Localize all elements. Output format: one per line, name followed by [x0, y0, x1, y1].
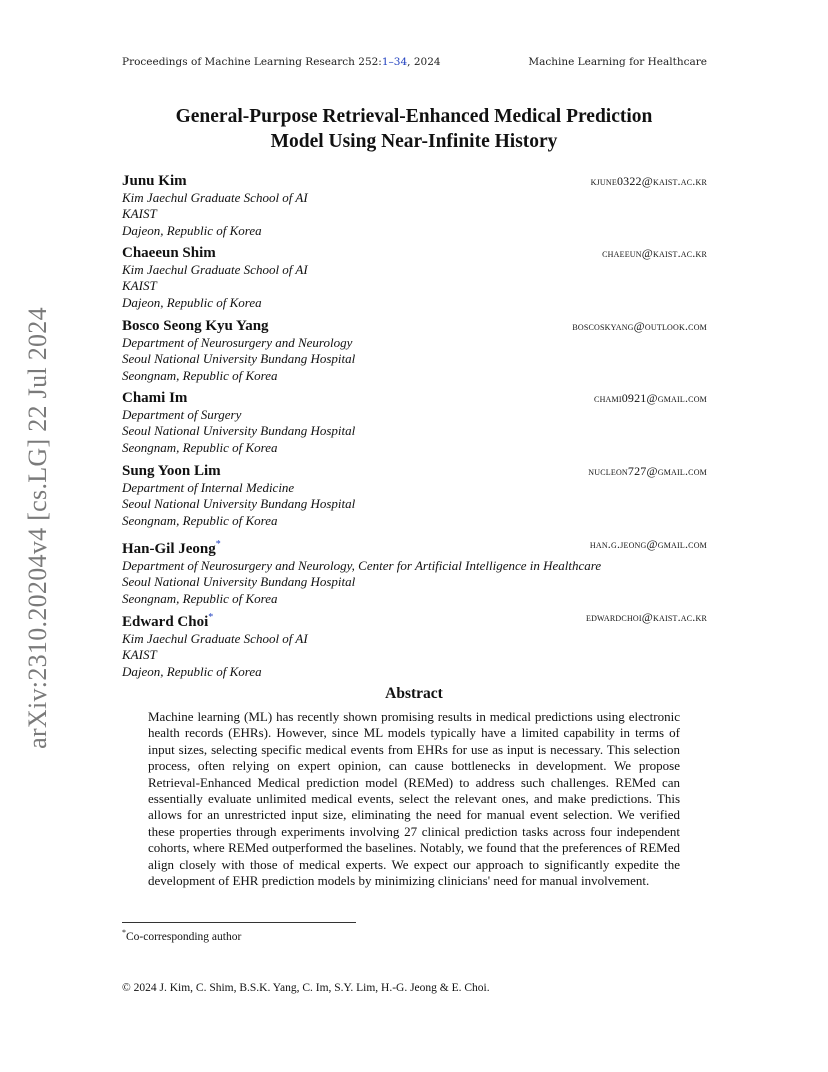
author-affiliation-line: Seoul National University Bundang Hospital [122, 423, 356, 439]
author-affiliation-line: Seongnam, Republic of Korea [122, 512, 278, 528]
author-affiliation-line: KAIST [122, 647, 157, 663]
corresponding-author-mark[interactable]: * [208, 612, 214, 623]
abstract-text: Machine learning (ML) has recently shown promising results in medical predictions using electronic health records (EHRs). However, since ML models typically have a limited capability in terms of input sizes, selecting specific medical events from EHRs for use as input is necessary. This selection process, often relying on expert opinion, can cause bottlenecks in development. We propose Retrieval-Enhanced Medical prediction model (REMed) to address such challenges. REMed can essentially evaluate unlimited medical events, select the relevant ones, and make predictions. This allows for an unrestricted input size, eliminating the need for manual event selection. We verified these properties through experiments involving 27 clinical prediction tasks across four independent cohorts, where REMed outperformed the baselines. Notably, we found that the preferences of REMed align closely with those of medical experts. We expect our approach to significantly expedite the development of EHR prediction models by minimizing clinicians' need for manual involvement. [148, 709, 680, 889]
author-affiliation-line: KAIST [122, 206, 157, 222]
footnote-mark: * [122, 928, 126, 937]
author-affiliation-line: Seoul National University Bundang Hospital [122, 574, 356, 590]
author-name-text: Bosco Seong Kyu Yang [122, 318, 269, 334]
author-block [122, 318, 707, 384]
author-affiliation-line: Kim Jaechul Graduate School of AI [122, 631, 308, 646]
author-email: kjune0322@kaist.ac.kr [590, 174, 707, 188]
author-affiliation-line: Dajeon, Republic of Korea [122, 294, 262, 310]
author-affiliation-line: Department of Internal Medicine [122, 480, 295, 495]
author-email: chami0921@gmail.com [594, 391, 707, 405]
author-affiliation-line: KAIST [122, 278, 157, 294]
author-name-text: Sung Yoon Lim [122, 463, 221, 479]
author-email: han.g.jeong@gmail.com [589, 537, 707, 551]
title-line-2: Model Using Near-Infinite History [270, 131, 558, 152]
journal-name: Proceedings of Machine Learning Research 252: [122, 56, 382, 68]
corresponding-author-mark[interactable]: * [215, 539, 221, 550]
author-block [122, 536, 707, 607]
author-name-text: Chami Im [122, 390, 188, 406]
author-block [122, 609, 707, 680]
copyright-notice: © 2024 J. Kim, C. Shim, B.S.K. Yang, C. Im, S.Y. Lim, H.-G. Jeong & E. Choi. [122, 982, 490, 994]
author-affiliation-line: Seongnam, Republic of Korea [122, 590, 278, 606]
author-affiliation-line: Seongnam, Republic of Korea [122, 367, 278, 383]
author-affiliation-line: Dajeon, Republic of Korea [122, 222, 262, 238]
footnote [122, 928, 241, 943]
author-email: boscoskyang@outlook.com [572, 319, 707, 333]
author-email: nucleon727@gmail.com [588, 464, 707, 478]
arxiv-stamp: arXiv:2310.20204v4 [cs.LG] 22 Jul 2024 [23, 307, 52, 749]
author-affiliation-line: Dajeon, Republic of Korea [122, 663, 262, 679]
author-block [122, 463, 707, 529]
title-line-1: General-Purpose Retrieval-Enhanced Medical Prediction [175, 106, 653, 127]
abstract-heading: Abstract [385, 685, 443, 702]
paper-title [0, 104, 828, 154]
author-affiliation-line: Department of Neurosurgery and Neurology [122, 335, 353, 350]
author-name-text: Edward Choi [122, 614, 209, 630]
author-name-text: Junu Kim [122, 173, 187, 189]
author-name-text: Han-Gil Jeong [122, 541, 216, 557]
author-affiliation-line: Kim Jaechul Graduate School of AI [122, 190, 308, 205]
author-block [122, 390, 707, 456]
author-name-text: Chaeeun Shim [122, 245, 216, 261]
footnote-rule [122, 922, 356, 923]
author-affiliation-line: Department of Neurosurgery and Neurology, Center for Artificial Intelligence in Healthcare [122, 558, 602, 573]
author-block [122, 173, 707, 239]
author-affiliation-line: Seongnam, Republic of Korea [122, 439, 278, 455]
author-block [122, 245, 707, 311]
author-affiliation-line: Seoul National University Bundang Hospital [122, 351, 356, 367]
footnote-text: Co-corresponding author [126, 930, 242, 943]
running-header-venue: Machine Learning for Healthcare [528, 56, 707, 68]
author-email: chaeeun@kaist.ac.kr [602, 246, 707, 260]
author-affiliation-line: Seoul National University Bundang Hospital [122, 496, 356, 512]
running-header-journal [122, 56, 441, 68]
pages-link[interactable]: 1–34 [381, 56, 408, 68]
author-affiliation-line: Department of Surgery [122, 407, 242, 422]
journal-year: , 2024 [407, 56, 441, 68]
author-email: edwardchoi@kaist.ac.kr [585, 610, 707, 624]
author-affiliation-line: Kim Jaechul Graduate School of AI [122, 262, 308, 277]
